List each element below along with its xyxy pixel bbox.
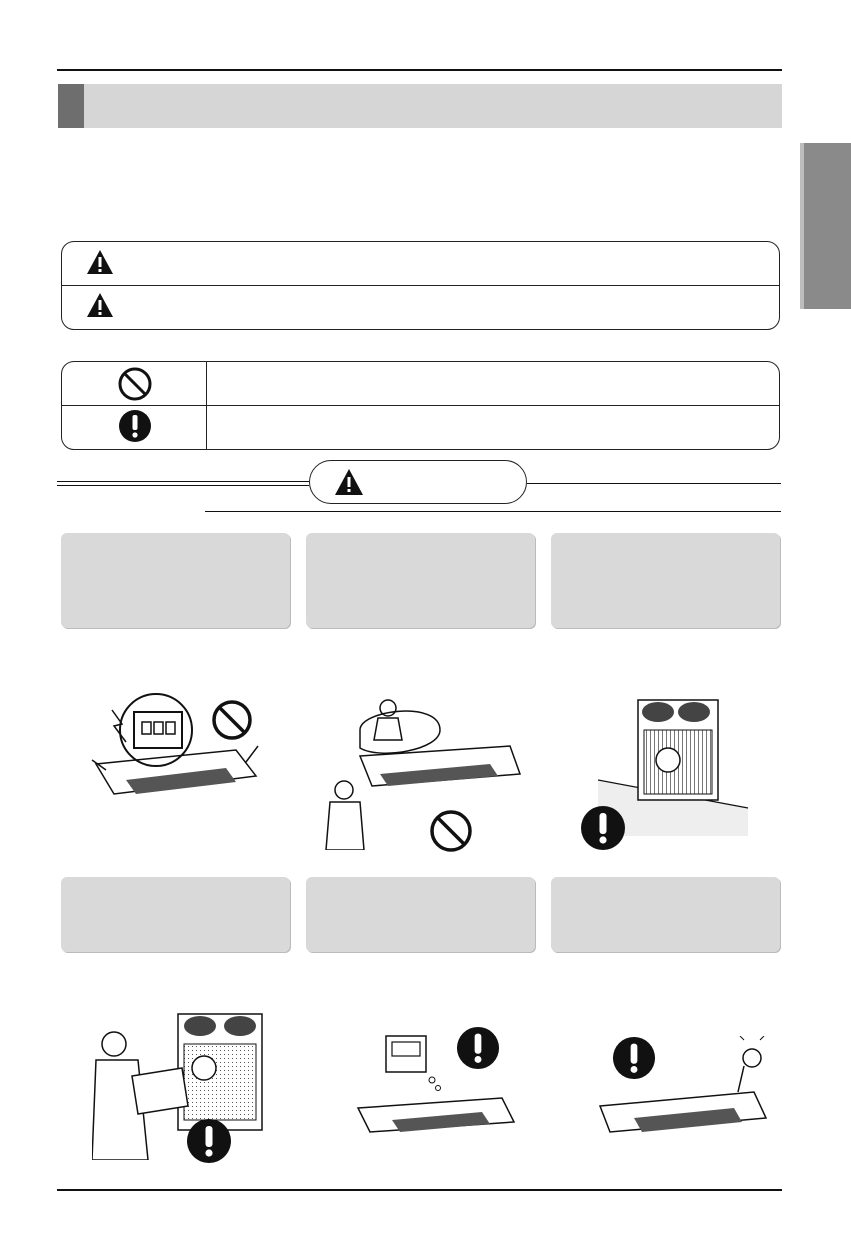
illustration-technician-unit bbox=[92, 1010, 272, 1160]
panel-3-mandatory-icon bbox=[580, 805, 626, 851]
mandatory-action-icon bbox=[118, 409, 152, 443]
illustration-power-switch-unit bbox=[86, 690, 286, 850]
prohibition-icon bbox=[117, 366, 153, 402]
bottom-rule bbox=[57, 1189, 782, 1191]
panel-1-box bbox=[61, 533, 290, 628]
warning-triangle-icon bbox=[86, 292, 114, 318]
warning-triangle-icon bbox=[86, 249, 114, 275]
side-chapter-tab bbox=[800, 143, 851, 309]
panel-6-mandatory-icon bbox=[612, 1036, 656, 1080]
section-rule-top-2 bbox=[57, 485, 309, 486]
section-warning-pill bbox=[309, 460, 527, 504]
panel-2-prohibition-icon bbox=[428, 808, 474, 854]
section-title-bar bbox=[58, 84, 782, 128]
panel-4-box bbox=[61, 877, 290, 952]
section-rule-right bbox=[527, 483, 781, 484]
warning-triangle-icon bbox=[334, 468, 364, 496]
title-bar-tab bbox=[58, 84, 84, 128]
illustration-unqualified-install bbox=[320, 690, 525, 850]
panel-6-box bbox=[551, 877, 780, 952]
section-rule-top bbox=[57, 481, 309, 482]
panel-4-mandatory-icon bbox=[186, 1118, 232, 1164]
severity-divider bbox=[62, 285, 779, 286]
top-rule bbox=[57, 69, 782, 71]
panel-2-box bbox=[306, 533, 535, 628]
symbol-divider-v bbox=[206, 362, 207, 449]
symbol-box bbox=[61, 361, 780, 450]
panel-5-mandatory-icon bbox=[456, 1026, 500, 1070]
section-rule-under bbox=[205, 511, 781, 512]
panel-1-prohibition-icon bbox=[210, 698, 254, 742]
severity-box bbox=[61, 241, 780, 330]
panel-5-box bbox=[306, 877, 535, 952]
symbol-divider-h bbox=[62, 405, 779, 406]
panel-3-box bbox=[551, 533, 780, 628]
